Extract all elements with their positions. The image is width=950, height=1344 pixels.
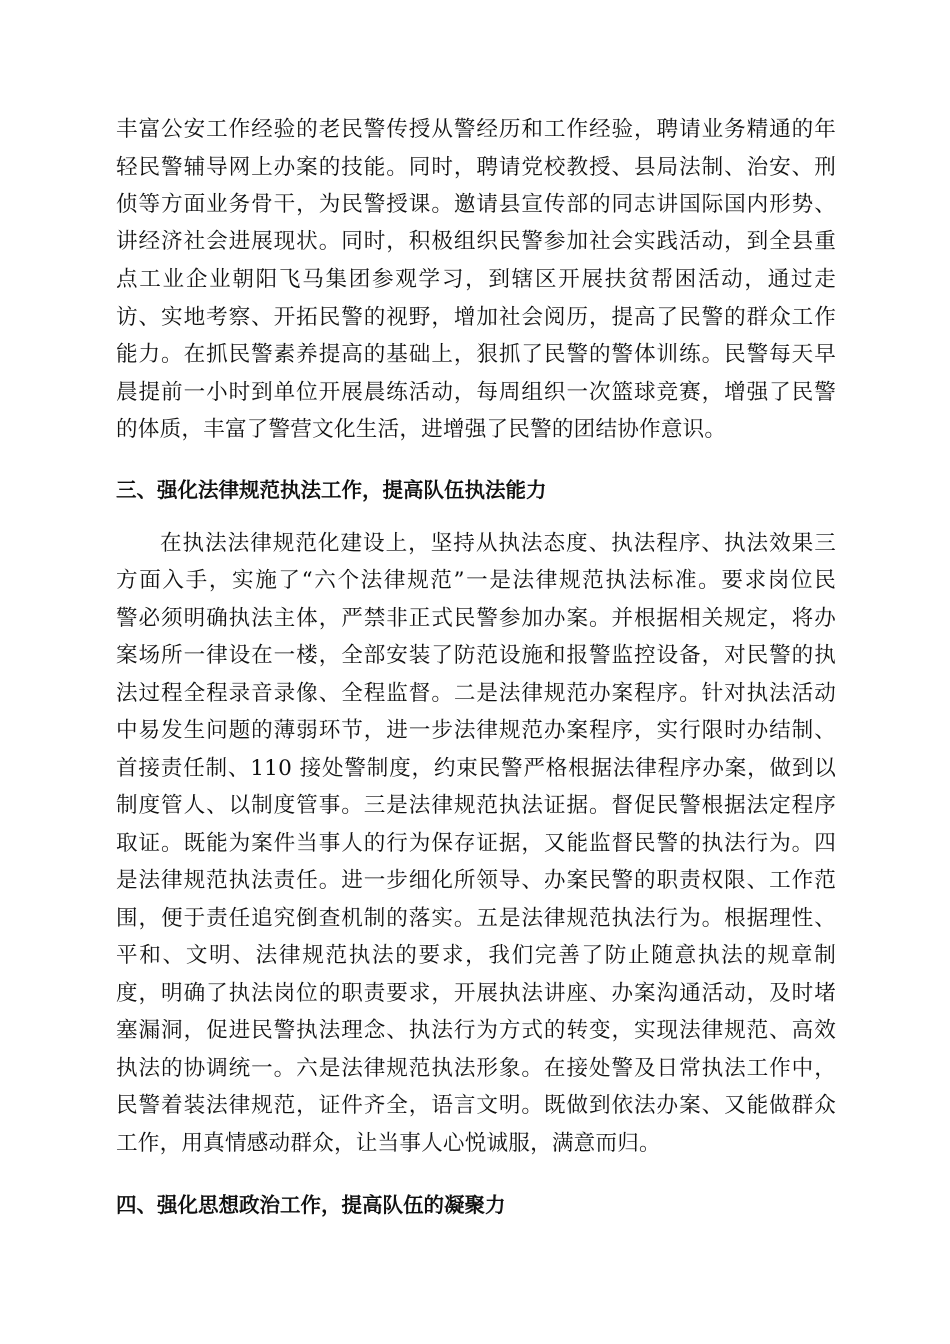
body-text-line: 在执法法律规范化建设上，坚持从执法态度、执法程序、执法效果三	[160, 531, 836, 556]
body-text-line: 执法的协调统一。六是法律规范执法形象。在接处警及日常执法工作中，	[116, 1056, 836, 1081]
body-text-line: 工作，用真情感动群众，让当事人心悦诚服，满意而归。	[116, 1131, 661, 1156]
body-text-line: 能力。在抓民警素养提高的基础上，狠抓了民警的警体训练。民警每天早	[116, 342, 836, 367]
body-text-line: 首接责任制、110 接处警制度，约束民警严格根据法律程序办案，做到以	[116, 756, 836, 781]
body-text-line: 的体质，丰富了警营文化生活，进增强了民警的团结协作意识。	[116, 417, 727, 442]
body-text-line: 取证。既能为案件当事人的行为保存证据，又能监督民警的执法行为。四	[116, 831, 836, 856]
section-heading: 三、强化法律规范执法工作，提高队伍执法能力	[116, 478, 547, 502]
body-text-line: 制度管人、以制度管事。三是法律规范执法证据。督促民警根据法定程序	[116, 793, 836, 818]
body-text-line: 度，明确了执法岗位的职责要求，开展执法讲座、办案沟通活动，及时堵	[116, 981, 836, 1006]
body-text-line: 侦等方面业务骨干，为民警授课。邀请县宣传部的同志讲国际国内形势、	[116, 192, 836, 217]
body-text-line: 晨提前一小时到单位开展晨练活动，每周组织一次篮球竞赛，增强了民警	[116, 380, 836, 405]
body-text-line: 民警着装法律规范，证件齐全，语言文明。既做到依法办案、又能做群众	[116, 1093, 836, 1118]
body-text-line: 轻民警辅导网上办案的技能。同时，聘请党校教授、县局法制、治安、刑	[116, 155, 836, 180]
body-text-line: 案场所一律设在一楼，全部安装了防范设施和报警监控设备，对民警的执	[116, 643, 836, 668]
section-heading: 四、强化思想政治工作，提高队伍的凝聚力	[116, 1193, 506, 1217]
body-text-line: 点工业企业朝阳飞马集团参观学习，到辖区开展扶贫帮困活动，通过走	[116, 267, 836, 292]
body-text-line: 平和、文明、法律规范执法的要求，我们完善了防止随意执法的规章制	[116, 943, 836, 968]
body-text-line: 警必须明确执法主体，严禁非正式民警参加办案。并根据相关规定，将办	[116, 606, 836, 631]
body-text-line: 围，便于责任追究倒查机制的落实。五是法律规范执法行为。根据理性、	[116, 906, 836, 931]
body-text-line: 是法律规范执法责任。进一步细化所领导、办案民警的职责权限、工作范	[116, 868, 836, 893]
body-text-line: 塞漏洞，促进民警执法理念、执法行为方式的转变，实现法律规范、高效	[116, 1018, 836, 1043]
body-text-line: 方面入手，实施了“六个法律规范”一是法律规范执法标准。要求岗位民	[116, 568, 836, 593]
body-text-line: 访、实地考察、开拓民警的视野，增加社会阅历，提高了民警的群众工作	[116, 305, 836, 330]
body-text-line: 法过程全程录音录像、全程监督。二是法律规范办案程序。针对执法活动	[116, 681, 836, 706]
body-text-line: 丰富公安工作经验的老民警传授从警经历和工作经验，聘请业务精通的年	[116, 117, 836, 142]
body-text-line: 讲经济社会进展现状。同时，积极组织民警参加社会实践活动，到全县重	[116, 229, 836, 254]
body-text-line: 中易发生问题的薄弱环节，进一步法律规范办案程序，实行限时办结制、	[116, 718, 836, 743]
